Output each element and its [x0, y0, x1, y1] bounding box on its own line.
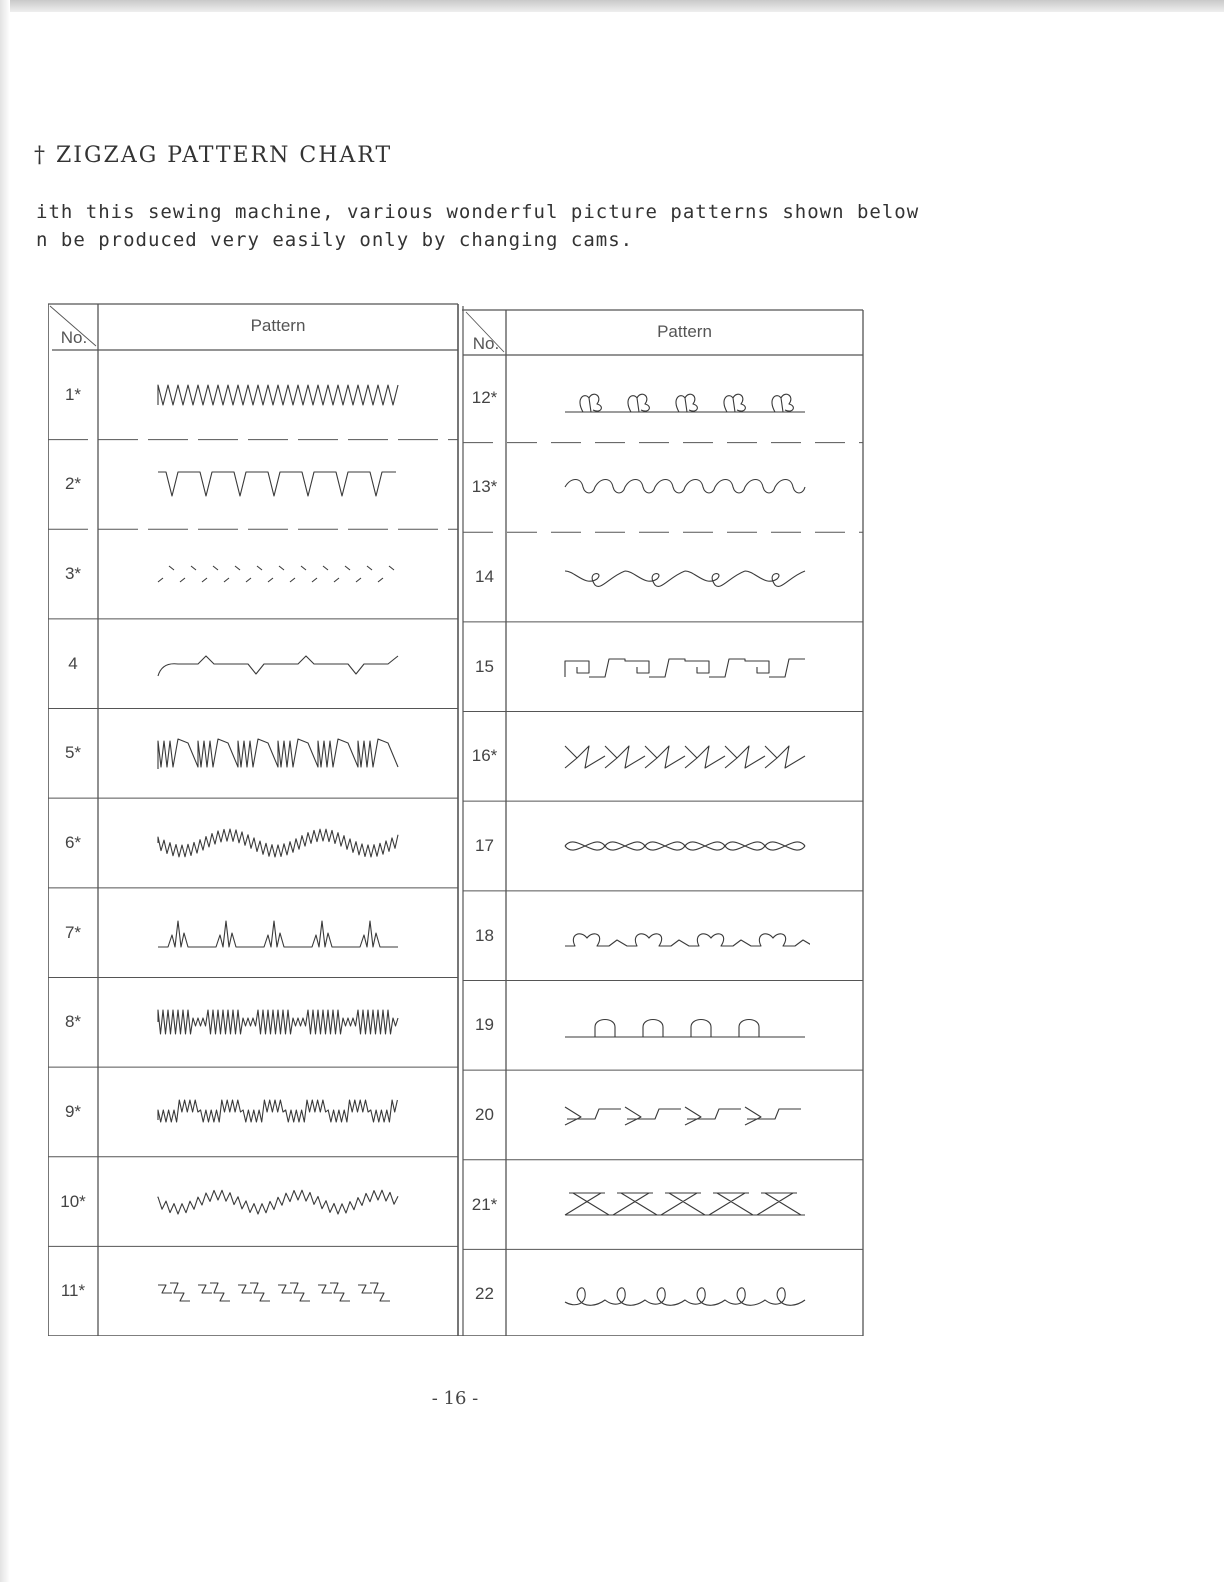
left-row-3-number: 3* — [64, 564, 82, 584]
page-number: - 16 - — [431, 1388, 479, 1409]
right-row-1-number: 12* — [471, 387, 498, 407]
right-row-10-number: 21* — [471, 1194, 498, 1214]
scan-top-edge — [0, 0, 1224, 12]
greek-key-stitch-icon — [560, 645, 810, 689]
left-row-2-number: 2* — [64, 474, 82, 494]
left-row-11-number: 11* — [60, 1281, 86, 1301]
cross-stitch-icon — [560, 1183, 810, 1227]
intro-line-1: ith this sewing machine, various wonderful picture patterns shown below — [36, 201, 920, 223]
right-row-3-number: 14 — [475, 567, 494, 587]
diamond-wave-stitch-icon — [153, 1180, 403, 1224]
zig-letter-stitch-icon — [153, 1269, 403, 1313]
right-row-11-number: 22 — [475, 1284, 494, 1304]
right-row-5-number: 16* — [471, 746, 498, 766]
intro-line-2: n be produced very easily only by changing cams. — [36, 229, 634, 251]
right-row-6-number: 17 — [475, 836, 494, 855]
dotted-zigzag-stitch-icon — [153, 552, 403, 596]
scan-left-edge — [0, 0, 10, 1582]
left-row-5-number: 5* — [64, 743, 82, 763]
arch-loop-stitch-icon — [560, 1003, 810, 1047]
left-row-7-number: 7* — [64, 922, 82, 942]
flower-stitch-icon — [560, 376, 810, 420]
left-row-9-number: 9* — [64, 1101, 82, 1121]
left-row-1-number: 1* — [64, 384, 82, 404]
left-row-6-number: 6* — [64, 833, 82, 852]
heading-marker: † — [34, 143, 47, 168]
left-row-10-number: 10* — [60, 1191, 86, 1211]
header-pattern-right: Pattern — [657, 322, 712, 341]
wavy-dense-stitch-icon — [153, 821, 403, 865]
right-row-7-number: 18 — [475, 925, 494, 945]
header-no-right: No. — [472, 334, 500, 353]
twisted-rope-stitch-icon — [560, 824, 810, 868]
blanket-band-stitch-icon — [153, 1000, 403, 1044]
scallop-bump-stitch-icon — [153, 642, 403, 686]
crossed-loop-stitch-icon — [560, 555, 810, 599]
intro-paragraph — [36, 198, 936, 254]
dense-zigzag-stitch-icon — [153, 373, 403, 417]
header-no-left: No. — [60, 328, 88, 347]
pattern-chart-table — [48, 300, 868, 1336]
arrow-tuft-stitch-icon — [153, 731, 403, 775]
arrow-step-stitch-icon — [560, 1093, 810, 1137]
heart-stitch-icon — [560, 914, 810, 958]
block-wave-stitch-icon — [153, 1090, 403, 1134]
left-row-8-number: 8* — [64, 1012, 82, 1032]
bow-tie-stitch-icon — [560, 734, 810, 778]
header-pattern-left: Pattern — [250, 316, 306, 335]
page-heading — [34, 143, 392, 168]
vine-leaf-stitch-icon — [560, 465, 810, 509]
right-row-9-number: 20 — [475, 1104, 494, 1124]
heading-text: ZIGZAG PATTERN CHART — [56, 143, 393, 168]
curl-loop-stitch-icon — [560, 1272, 810, 1316]
spike-stitch-icon — [153, 911, 403, 955]
right-row-4-number: 15 — [475, 656, 494, 676]
right-row-2-number: 13* — [471, 477, 498, 497]
v-notch-stitch-icon — [153, 462, 403, 506]
right-row-8-number: 19 — [475, 1015, 494, 1035]
left-row-4-number: 4 — [68, 653, 78, 673]
